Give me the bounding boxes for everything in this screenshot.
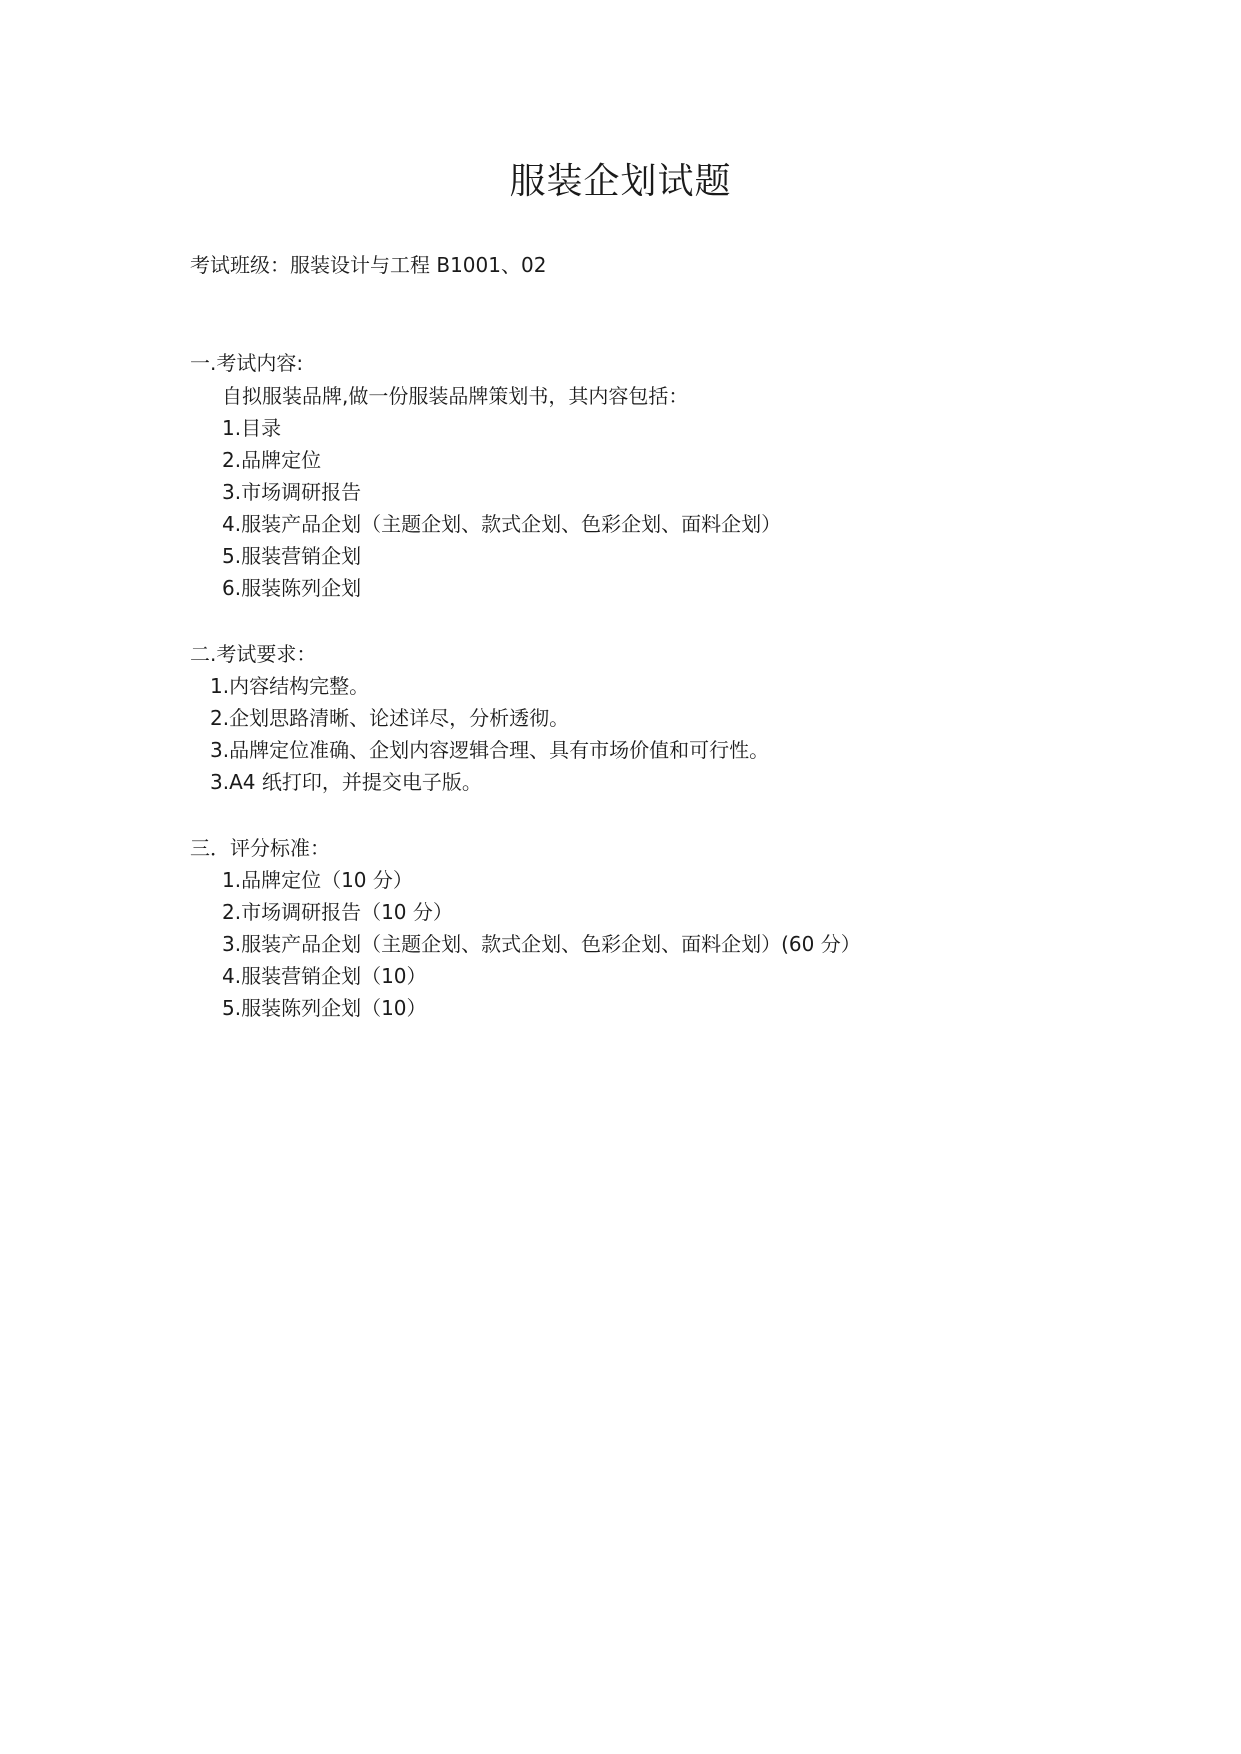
list-item: 1.内容结构完整。 xyxy=(210,674,370,698)
list-item: 4.服装产品企划（主题企划、款式企划、色彩企划、面料企划） xyxy=(222,512,782,536)
list-item: 2.企划思路清晰、论述详尽，分析透彻。 xyxy=(210,706,570,730)
list-item: 1.品牌定位（10 分） xyxy=(222,868,413,892)
list-item: 3.市场调研报告 xyxy=(222,480,362,504)
list-item: 5.服装营销企划 xyxy=(222,544,362,568)
list-item: 1.目录 xyxy=(222,416,282,440)
list-item: 4.服装营销企划（10） xyxy=(222,964,427,988)
list-item: 2.品牌定位 xyxy=(222,448,322,472)
list-item: 6.服装陈列企划 xyxy=(222,576,362,600)
list-item: 3.A4 纸打印，并提交电子版。 xyxy=(210,770,482,794)
list-item: 3.服装产品企划（主题企划、款式企划、色彩企划、面料企划）(60 分） xyxy=(222,932,861,956)
section-1-heading: 一.考试内容: xyxy=(190,351,304,375)
list-item: 5.服装陈列企划（10） xyxy=(222,996,427,1020)
section-2-heading: 二.考试要求： xyxy=(190,642,317,666)
section-3-heading: 三．评分标准： xyxy=(190,836,330,860)
exam-class-line: 考试班级：服装设计与工程 B1001、02 xyxy=(190,253,547,277)
list-item: 2.市场调研报告（10 分） xyxy=(222,900,453,924)
section-1-intro: 自拟服装品牌,做一份服装品牌策划书，其内容包括： xyxy=(222,384,689,408)
document-title: 服装企划试题 xyxy=(509,161,732,202)
list-item: 3.品牌定位准确、企划内容逻辑合理、具有市场价值和可行性。 xyxy=(210,738,770,762)
